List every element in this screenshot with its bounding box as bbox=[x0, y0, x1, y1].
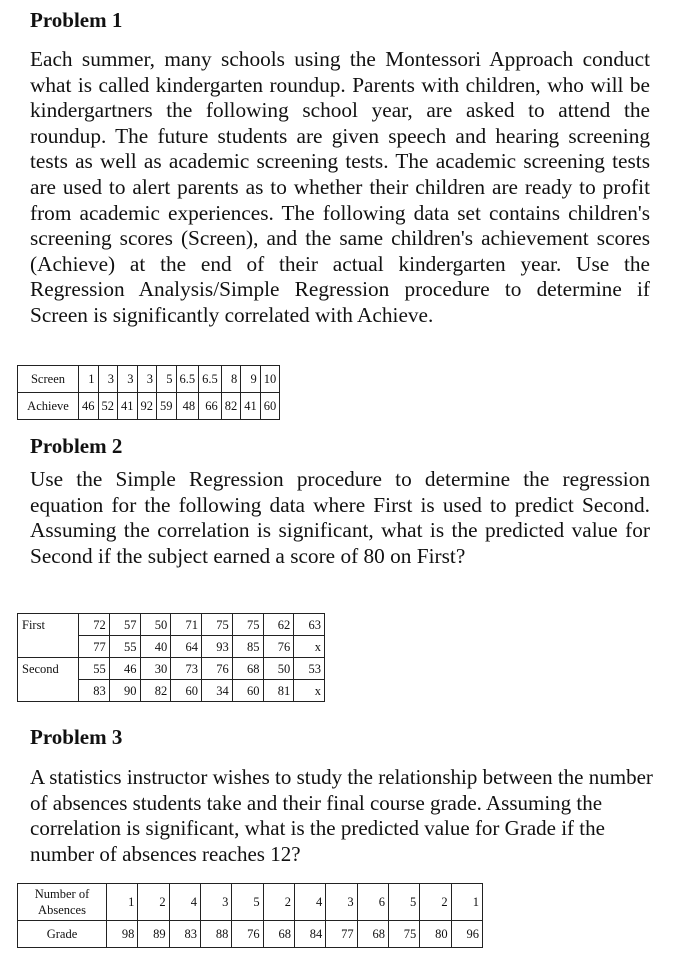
table-cell: 83 bbox=[169, 921, 200, 948]
table-cell: 68 bbox=[357, 921, 388, 948]
table-cell: 34 bbox=[202, 680, 233, 702]
table-cell: 1 bbox=[79, 366, 99, 393]
table-cell: 71 bbox=[171, 614, 202, 636]
table-cell: 6.5 bbox=[199, 366, 222, 393]
table-cell: 3 bbox=[137, 366, 157, 393]
table-cell: 93 bbox=[202, 636, 233, 658]
table-cell: 41 bbox=[118, 393, 138, 420]
problem1-table bbox=[17, 365, 280, 420]
table-cell: 46 bbox=[109, 658, 140, 680]
table-cell: 4 bbox=[294, 884, 325, 921]
table-cell: 75 bbox=[232, 614, 263, 636]
table-cell: 82 bbox=[140, 680, 171, 702]
table-cell: 64 bbox=[171, 636, 202, 658]
table-cell: 52 bbox=[98, 393, 118, 420]
table-row bbox=[18, 614, 325, 636]
table-cell: 60 bbox=[171, 680, 202, 702]
table-cell: 76 bbox=[232, 921, 263, 948]
table-cell: x bbox=[294, 680, 325, 702]
table-cell: 2 bbox=[263, 884, 294, 921]
table-cell: 6.5 bbox=[176, 366, 199, 393]
problem3-text: A statistics instructor wishes to study the relationship between the number of absences students take and their final course grade. Assuming the correlation is significant, what is the predicted value for Grade if the number of absences reaches 12? bbox=[30, 765, 653, 866]
table-cell: 41 bbox=[241, 393, 261, 420]
table-cell: 5 bbox=[157, 366, 177, 393]
table-cell: 30 bbox=[140, 658, 171, 680]
table-cell: 77 bbox=[326, 921, 357, 948]
row-label: First bbox=[18, 614, 79, 658]
table-cell: 50 bbox=[263, 658, 294, 680]
table-cell: 55 bbox=[109, 636, 140, 658]
table-cell: 73 bbox=[171, 658, 202, 680]
table-cell: 1 bbox=[451, 884, 482, 921]
table-cell: 2 bbox=[420, 884, 451, 921]
table-cell: 40 bbox=[140, 636, 171, 658]
table-cell: 59 bbox=[157, 393, 177, 420]
table-cell: 72 bbox=[79, 614, 110, 636]
table-cell: 63 bbox=[294, 614, 325, 636]
table-cell: 50 bbox=[140, 614, 171, 636]
table-cell: 80 bbox=[420, 921, 451, 948]
row-label: Second bbox=[18, 658, 79, 702]
row-label: Achieve bbox=[18, 393, 79, 420]
table-row bbox=[18, 921, 483, 948]
table-cell: 5 bbox=[388, 884, 419, 921]
table-cell: 1 bbox=[107, 884, 138, 921]
table-cell: 84 bbox=[294, 921, 325, 948]
table-cell: 96 bbox=[451, 921, 482, 948]
table-cell: 8 bbox=[221, 366, 241, 393]
table-cell: 88 bbox=[200, 921, 231, 948]
table-cell: 85 bbox=[232, 636, 263, 658]
row-label: Screen bbox=[18, 366, 79, 393]
table-row bbox=[18, 393, 280, 420]
table-cell: 60 bbox=[232, 680, 263, 702]
row-label: Number of Absences bbox=[18, 884, 107, 921]
problem2-text: Use the Simple Regression procedure to determine the regression equation for the following data where First is used to predict Second. Assuming the correlation is significant, what is the predicted value for Second if the subject earned a score of 80 on First? bbox=[30, 467, 650, 568]
table-cell: 57 bbox=[109, 614, 140, 636]
problem3-title: Problem 3 bbox=[30, 725, 123, 749]
table-row bbox=[18, 884, 483, 921]
table-row bbox=[18, 366, 280, 393]
problem3-table bbox=[17, 883, 483, 948]
problem2-title: Problem 2 bbox=[30, 434, 123, 458]
table-cell: 48 bbox=[176, 393, 199, 420]
problem1-title: Problem 1 bbox=[30, 8, 123, 32]
table-cell: 46 bbox=[79, 393, 99, 420]
table-cell: 83 bbox=[79, 680, 110, 702]
table-cell: 5 bbox=[232, 884, 263, 921]
table-cell: 10 bbox=[260, 366, 280, 393]
table-cell: 68 bbox=[232, 658, 263, 680]
table-cell: 92 bbox=[137, 393, 157, 420]
table-cell: 66 bbox=[199, 393, 222, 420]
table-cell: 3 bbox=[98, 366, 118, 393]
table-cell: 3 bbox=[200, 884, 231, 921]
table-cell: 89 bbox=[138, 921, 169, 948]
table-cell: 76 bbox=[263, 636, 294, 658]
table-cell: 75 bbox=[388, 921, 419, 948]
table-row bbox=[18, 658, 325, 680]
problem1-text: Each summer, many schools using the Montessori Approach conduct what is called kindergarten roundup. Parents with children, who will be kindergartners the following school year, are asked to attend the roundup. The future students are given speech and hearing screening tests as well as academic screening tests. The academic screening tests are used to alert parents as to whether their children are ready to profit from academic experiences. The following data set contains children's screening scores (Screen), and the same children's achievement scores (Achieve) at the end of their actual kindergarten year. Use the Regression Analysis/Simple Regression procedure to determine if Screen is significantly correlated with Achieve. bbox=[30, 47, 650, 327]
row-label: Grade bbox=[18, 921, 107, 948]
table-cell: 98 bbox=[107, 921, 138, 948]
table-cell: 53 bbox=[294, 658, 325, 680]
table-cell: 76 bbox=[202, 658, 233, 680]
table-cell: 68 bbox=[263, 921, 294, 948]
table-cell: 9 bbox=[241, 366, 261, 393]
table-cell: 6 bbox=[357, 884, 388, 921]
table-cell: 2 bbox=[138, 884, 169, 921]
table-cell: 62 bbox=[263, 614, 294, 636]
problem2-table bbox=[17, 613, 325, 702]
table-cell: 81 bbox=[263, 680, 294, 702]
table-cell: x bbox=[294, 636, 325, 658]
table-cell: 3 bbox=[118, 366, 138, 393]
table-cell: 75 bbox=[202, 614, 233, 636]
table-cell: 77 bbox=[79, 636, 110, 658]
table-cell: 60 bbox=[260, 393, 280, 420]
table-cell: 55 bbox=[79, 658, 110, 680]
table-cell: 3 bbox=[326, 884, 357, 921]
table-cell: 82 bbox=[221, 393, 241, 420]
table-cell: 90 bbox=[109, 680, 140, 702]
table-cell: 4 bbox=[169, 884, 200, 921]
